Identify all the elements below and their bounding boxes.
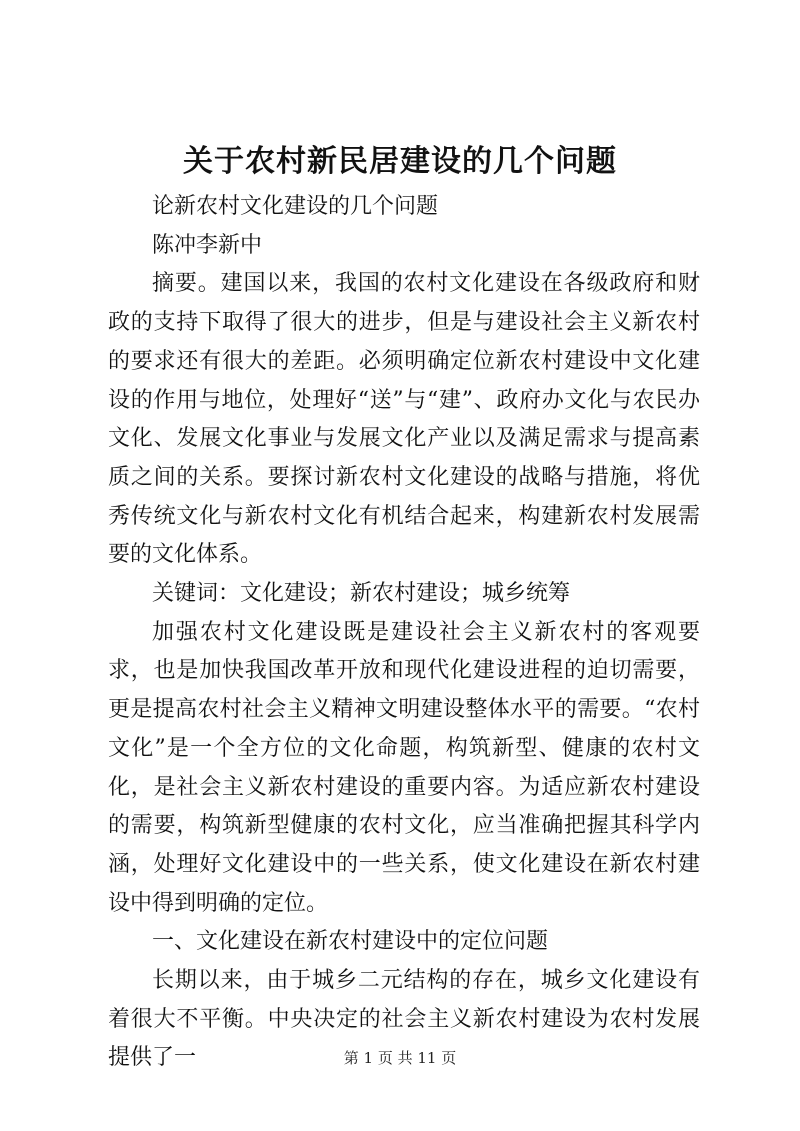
authors-paragraph: 陈冲李新中 bbox=[152, 232, 263, 258]
subtitle-paragraph: 论新农村文化建设的几个问题 bbox=[152, 194, 439, 219]
page-footer: 第 1 页 共 11 页 bbox=[343, 1049, 457, 1067]
keywords-paragraph: 关键词：文化建设；新农村建设；城乡统筹 bbox=[152, 581, 571, 607]
document-title: 关于农村新民居建设的几个问题 bbox=[183, 144, 617, 179]
abstract-paragraph: 摘要。建国以来，我国的农村文化建设在各级政府和财政的支持下取得了很大的进步，但是与建设社会主义新农村的要求还有很大的差距。必须明确定位新农村建设中文化建设的作用与地位，处理好“送”与“建”、政府办文化与农民办文化、发展文化事业与发展文化产业以及满足需求与提高素质之间的关系。要探讨新农村文化建设的战略与措施，将优秀传统文化与新农村文化有机结合起来，构建新农村发展需要的文化体系。 bbox=[108, 271, 700, 568]
body-paragraph: 长期以来，由于城乡二元结构的存在，城乡文化建设有着很大不平衡。中央决定的社会主义新农村建设为农村发展提供了一 bbox=[108, 968, 700, 1071]
document-body bbox=[108, 188, 700, 1078]
section-heading: 一、文化建设在新农村建设中的定位问题 bbox=[152, 929, 549, 955]
intro-paragraph: 加强农村文化建设既是建设社会主义新农村的客观要求，也是加快我国改革开放和现代化建设进程的迫切需要，更是提高农村社会主义精神文明建设整体水平的需要。“农村文化”是一个全方位的文化命题，构筑新型、健康的农村文化，是社会主义新农村建设的重要内容。为适应新农村建设的需要，构筑新型健康的农村文化，应当准确把握其科学内涵，处理好文化建设中的一些关系，使文化建设在新农村建设中得到明确的定位。 bbox=[108, 619, 700, 916]
